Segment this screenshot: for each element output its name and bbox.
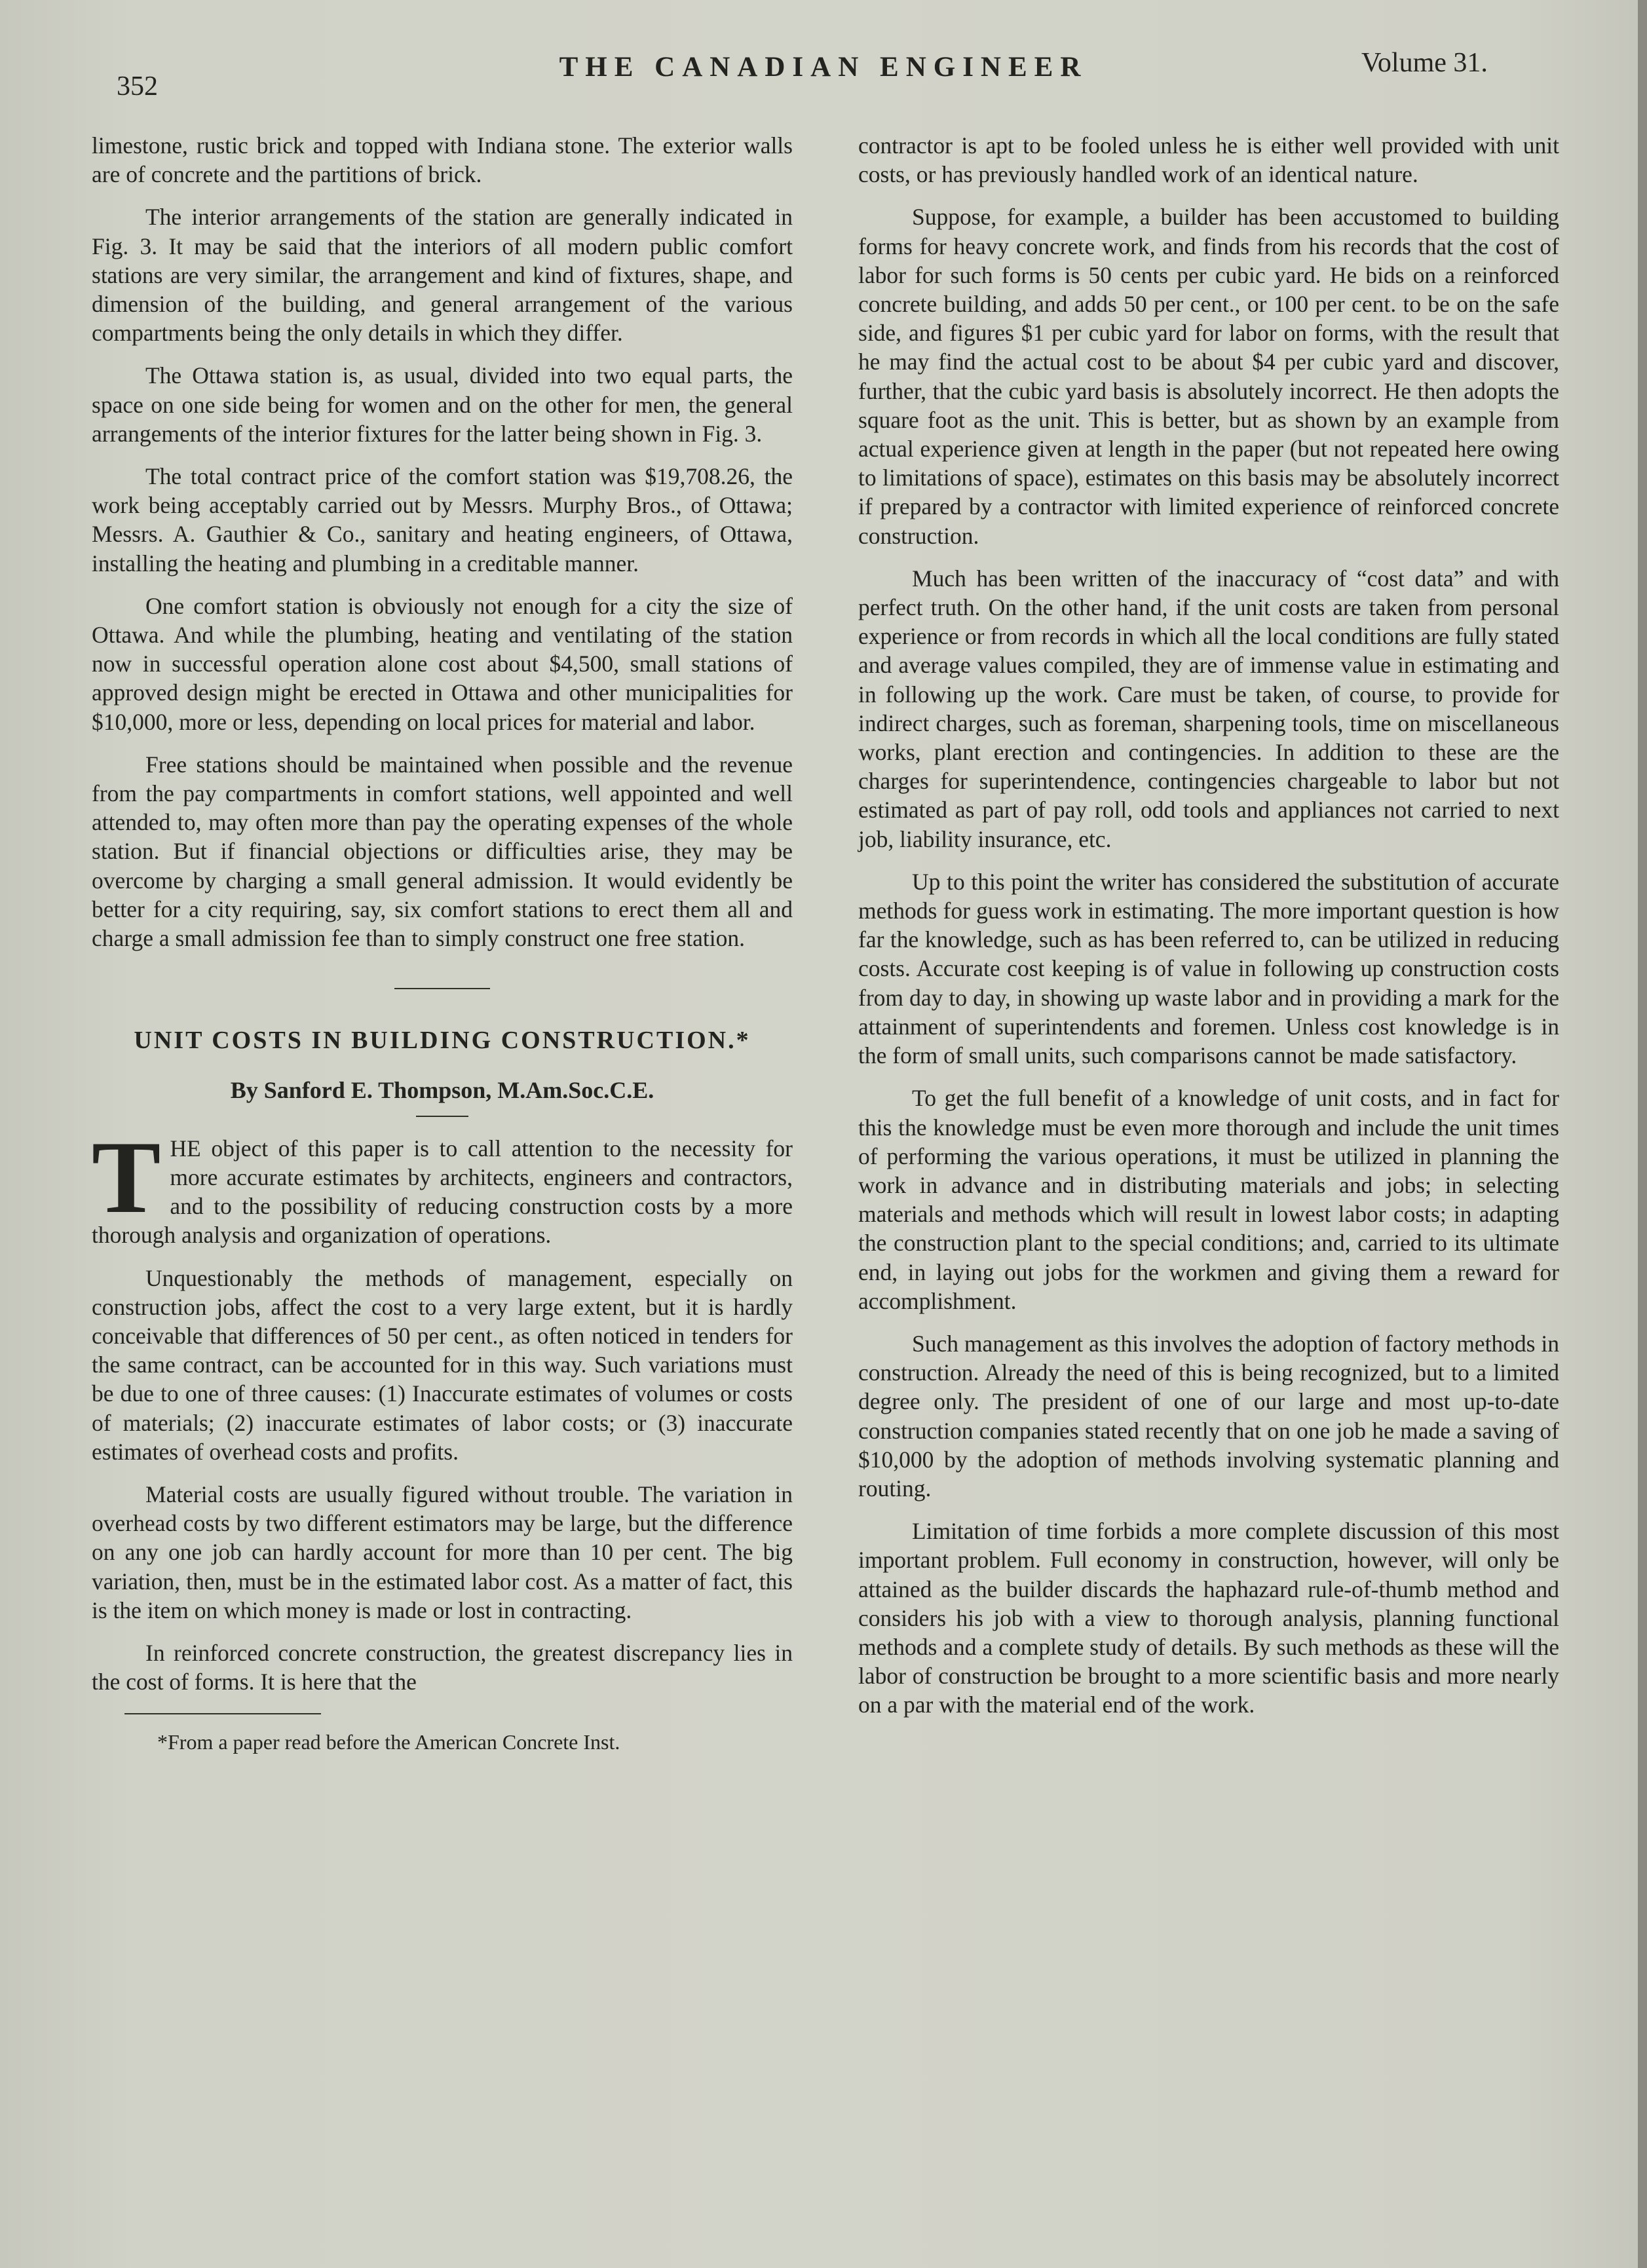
- paragraph: Material costs are usually figured without trouble. The variation in overhead costs by two different estimators may be large, but the difference on any one job can hardly account for more than 10 per cent. The big variation, then, must be in the estimated labor cost. As a matter of fact, this is the item on which money is made or lost in contracting.: [92, 1481, 793, 1623]
- paragraph: Much has been written of the inaccuracy of “cost data” and with perfect truth. On the other hand, if the unit costs are taken from personal experience or from records in which all the local conditions are fully stated and average values compiled, they are of immense value in estimating and in following up the work. Care must be taken, of course, to provide for indirect charges, such as foreman, sharpening tools, time on miscellaneous works, plant erection and contingencies. In addition to these are the charges for superintendence, contingencies chargeable to labor but not estimated as part of pay roll, odd tools and appliances not carried to next job, liability insurance, etc.: [858, 565, 1559, 852]
- paragraph: The interior arrangements of the station are generally indicated in Fig. 3. It may be said that the interiors of all modern public comfort stations are very similar, the arrangement and kind of fixtures, shape, and dimension of the building, and general arrangement of the various compartments being the only details in which they differ.: [92, 204, 793, 347]
- paragraph: The Ottawa station is, as usual, divided into two equal parts, the space on one side being for women and on the other for men, the general arrangements of the interior fixtures for the latter being shown in Fig. 3.: [92, 362, 793, 447]
- paragraph: Suppose, for example, a builder has been accustomed to building forms for heavy concrete work, and finds from his records that the cost of labor for such forms is 50 cents per cubic yard. He bids on a reinforced concrete building, and adds 50 per cent., or 100 per cent. to be on the safe side, and figures $1 per cubic yard for labor on forms, with the result that he may find the actual cost to be about $4 per cubic yard and discover, further, that the cubic yard basis is absolutely incorrect. He then adopts the square foot as the unit. This is better, but as shown by an example from actual experience given at length in the paper (but not repeated here owing to limitations of space), estimates on this basis may be absolutely incorrect if prepared by a contractor with limited experience of reinforced concrete construction.: [858, 204, 1559, 549]
- paragraph: contractor is apt to be fooled unless he is either well provided with unit costs, or has previously handled work of an identical nature.: [858, 132, 1559, 188]
- paragraph: Free stations should be maintained when possible and the revenue from the pay compartments in comfort stations, well appointed and well attended to, may often more than pay the operating expenses of the whole station. But if financial objections or difficulties arise, they may be overcome by charging a small general admission. It would evidently be better for a city requiring, say, six comfort stations to erect them all and charge a small admission fee than to simply construct one free station.: [92, 751, 793, 952]
- page-number: 352: [117, 71, 158, 102]
- paragraph: To get the full benefit of a knowledge of unit costs, and in fact for this the knowledge must be even more thorough and include the unit times of performing the various operations, it must be utilized in planning the work in advance and in distributing materials and jobs; in selecting materials and methods which will result in lowest labor costs; in adapting the construction plant to the special conditions; and, carried to its ultimate end, in laying out jobs for the workmen and giving them a reward for accomplishment.: [858, 1085, 1559, 1314]
- paragraph: In reinforced concrete construction, the greatest discrepancy lies in the cost of forms. It is here that the: [92, 1639, 793, 1695]
- paragraph: limestone, rustic brick and topped with Indiana stone. The exterior walls are of concrete and the partitions of brick.: [92, 132, 793, 188]
- footnote: *From a paper read before the American Concrete Inst.: [157, 1730, 620, 1754]
- footnote-divider: [124, 1713, 321, 1714]
- byline-divider: [416, 1116, 468, 1117]
- paragraph: Up to this point the writer has considered the substitution of accurate methods for guess work in estimating. The more important question is how far the knowledge, such as has been referred to, can be utilized in reducing costs. Accurate cost keeping is of value in following up construction costs from day to day, in showing up waste labor and in providing a mark for the attainment of superintendents and foremen. Unless cost knowledge is in the form of small units, such comparisons cannot be made satisfactory.: [858, 868, 1559, 1069]
- drop-cap: T: [92, 1120, 161, 1235]
- volume-label: Volume 31.: [1361, 48, 1488, 78]
- paragraph: One comfort station is obviously not enough for a city the size of Ottawa. And while the plumbing, heating and ventilating of the station now in successful operation alone cost about $4,500, small stations of approved design might be erected in Ottawa and other municipalities for $10,000, more or less, depending on local prices for material and labor.: [92, 592, 793, 735]
- byline: By Sanford E. Thompson, M.Am.Soc.C.E.: [230, 1077, 654, 1104]
- right-column: [858, 131, 1559, 1733]
- page-edge: [1638, 0, 1647, 2268]
- left-column: [92, 131, 793, 1757]
- journal-title: THE CANADIAN ENGINEER: [559, 52, 1088, 83]
- intro-paragraph: [92, 1120, 793, 1250]
- paragraph: Limitation of time forbids a more complete discussion of this most important problem. Full economy in construction, however, will only be attained as the builder discards the haphazard rule-of-thumb method and considers his job with a view to thorough analysis, planning functional methods and a complete study of details. By such methods as these will the labor of construction be brought to a more scientific basis and more nearly on a par with the material end of the work.: [858, 1518, 1559, 1718]
- article-title: UNIT COSTS IN BUILDING CONSTRUCTION.*: [134, 1027, 751, 1055]
- paragraph: Unquestionably the methods of management, especially on construction jobs, affect the cost to a very large extent, but it is hardly conceivable that differences of 50 per cent., as often noticed in tenders for the same contract, can be accounted for in this way. Such variations must be due to one of three causes: (1) Inaccurate estimates of volumes or costs of materials; (2) inaccurate estimates of labor costs; or (3) inaccurate estimates of overhead costs and profits.: [92, 1264, 793, 1465]
- section-divider: [394, 988, 490, 989]
- intro-text: HE object of this paper is to call attention to the necessity for more accurate estimates by architects, engineers and contractors, and to the possibility of reducing construction costs by a more thorough analysis and organization of operations.: [92, 1135, 793, 1249]
- paragraph: The total contract price of the comfort station was $19,708.26, the work being acceptably carried out by Messrs. Murphy Bros., of Ottawa; Messrs. A. Gauthier & Co., sanitary and heating engineers, of Ottawa, installing the heating and plumbing in a creditable manner.: [92, 463, 793, 576]
- paragraph: Such management as this involves the adoption of factory methods in construction. Already the need of this is being recognized, but to a limited degree only. The president of one of our large and most up-to-date construction companies stated recently that on one job he made a saving of $10,000 by the adoption of methods involving systematic planning and routing.: [858, 1330, 1559, 1502]
